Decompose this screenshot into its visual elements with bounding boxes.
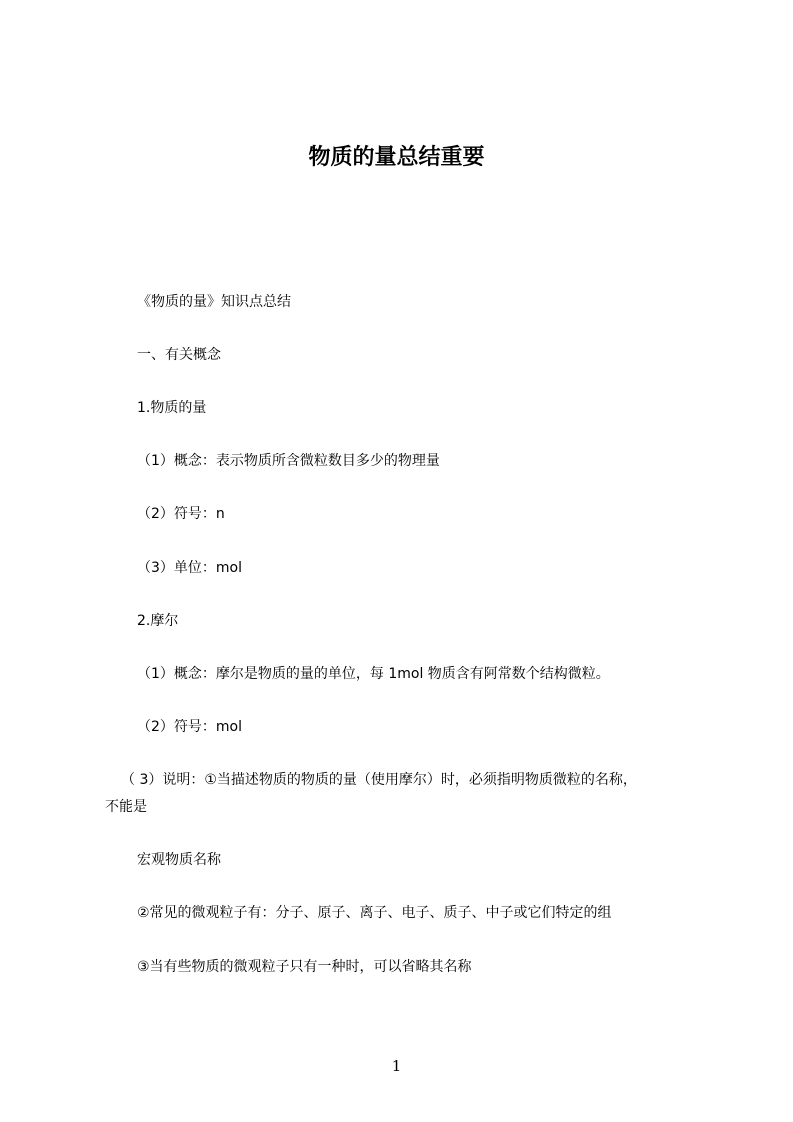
- paragraph-mole-note-line1: （ 3）说明：①当描述物质的物质的量（使用摩尔）时，必须指明物质微粒的名称，: [121, 772, 637, 788]
- section-heading-concepts: 一、有关概念: [137, 347, 221, 363]
- paragraph-mole-definition: （1）概念：摩尔是物质的量的单位，每 1mol 物质含有阿常数个结构微粒。: [137, 666, 610, 682]
- document-title: 物质的量总结重要: [308, 145, 485, 170]
- paragraph-mole-note-line2: 不能是: [105, 799, 147, 815]
- heading-amount-of-substance: 1.物质的量: [137, 400, 207, 416]
- paragraph-macro-names: 宏观物质名称: [137, 852, 221, 868]
- paragraph-common-particles: ②常见的微观粒子有：分子、原子、离子、电子、质子、中子或它们特定的组: [137, 905, 612, 921]
- page-number: 1: [391, 1057, 402, 1075]
- paragraph-concept-definition: （1）概念：表示物质所含微粒数目多少的物理量: [137, 453, 440, 469]
- paragraph-mole-symbol: （2）符号：mol: [137, 719, 242, 735]
- paragraph-unit-mol: （3）单位：mol: [137, 560, 242, 576]
- heading-mole: 2.摩尔: [137, 613, 179, 629]
- paragraph-symbol-n: （2）符号：n: [137, 506, 225, 522]
- paragraph-omit-name: ③当有些物质的微观粒子只有一种时，可以省略其名称: [137, 959, 472, 975]
- document-subtitle: 《物质的量》知识点总结: [137, 294, 291, 310]
